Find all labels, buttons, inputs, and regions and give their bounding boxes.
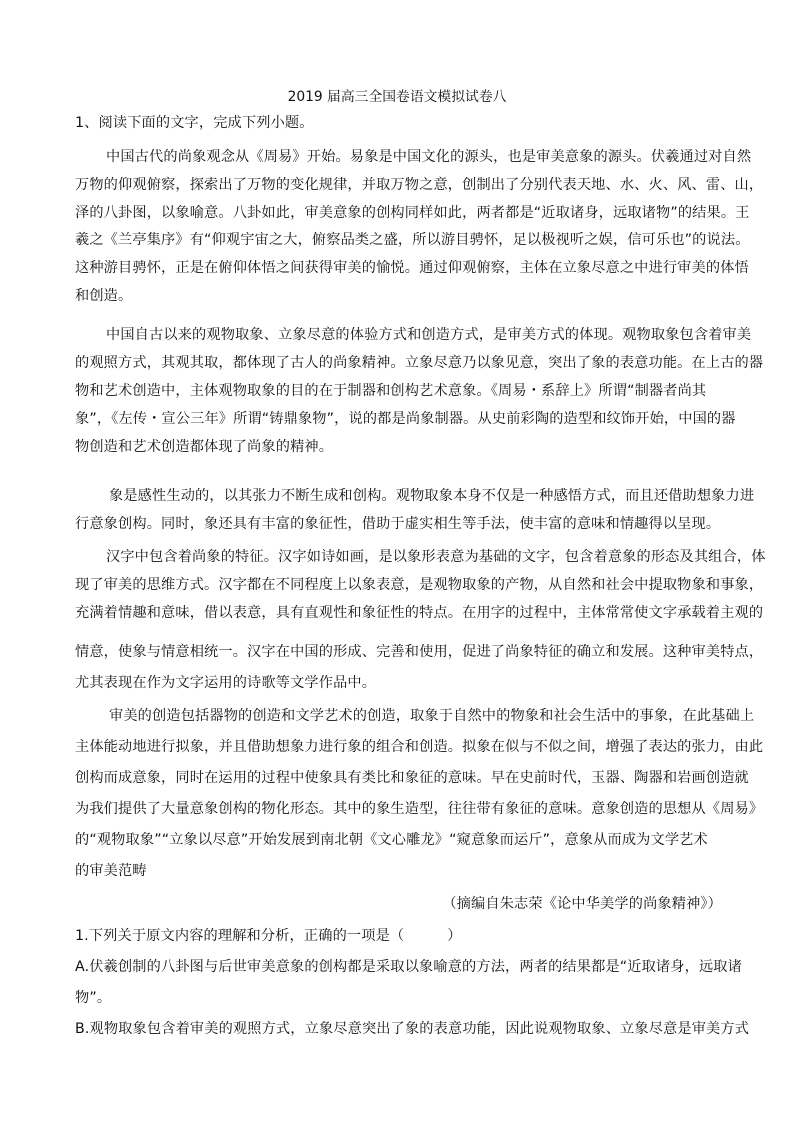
paragraph-5-line-5: 的“观物取象”“立象以尽意”开始发展到南北朝《文心雕龙》“窥意象而运斤”，意象从而成为文学艺术 [75,832,708,848]
paragraph-3-line-1: 象是感性生动的，以其张力不断生成和创构。观物取象本身不仅是一种感悟方式，而且还借助想象力进 [109,488,755,504]
option-a-line-2: 物”。 [75,990,112,1006]
instruction-line: 1、阅读下面的文字，完成下列小题。 [75,115,314,131]
paragraph-5-line-3: 创构而成意象，同时在运用的过程中使象具有类比和象征的意味。早在史前时代，玉器、陶器和岩画创造就 [75,770,749,786]
paragraph-4-line-3: 充满着情趣和意味，借以表意，具有直观性和象征性的特点。在用字的过程中，主体常常使文字承载着主观的 [75,605,764,621]
paragraph-2-line-1: 中国自古以来的观物取象、立象尽意的体验方式和创造方式，是审美方式的体现。观物取象包含着审美 [106,327,752,343]
paragraph-3-line-2: 行意象创构。同时，象还具有丰富的象征性，借助于虚实相生等手法，使丰富的意味和情趣得以呈现。 [75,516,721,532]
paragraph-2-line-4: 象”，《左传・宣公三年》所谓“铸鼎象物”，说的都是尚象制器。从史前彩陶的造型和纹饰开始，中国的器 [75,411,736,427]
source-citation: （摘编自朱志荣《论中华美学的尚象精神》） [442,896,722,912]
paragraph-5-line-1: 审美的创造包括器物的创造和文学艺术的创造，取象于自然中的物象和社会生活中的事象，在此基础上 [109,708,755,724]
paragraph-5-line-2: 主体能动地进行拟象，并且借助想象力进行象的组合和创造。拟象在似与不似之间，增强了表达的张力，由此 [75,739,764,755]
paragraph-1-line-1: 中国古代的尚象观念从《周易》开始。易象是中国文化的源头，也是审美意象的源头。伏羲通过对自然 [106,149,752,165]
option-b-line-1: B.观物取象包含着审美的观照方式，立象尽意突出了象的表意功能，因此说观物取象、立象尽意是审美方式 [75,1021,750,1037]
paragraph-1-line-5: 这种游目骋怀，正是在俯仰体悟之间获得审美的愉悦。通过仰观俯察，主体在立象尽意之中进行审美的体悟 [75,260,749,276]
option-a-line-1: A.伏羲创制的八卦图与后世审美意象的创构都是采取以象喻意的方法，两者的结果都是“近取诸身，远取诸 [75,959,742,975]
paragraph-2-line-5: 物创造和艺术创造都体现了尚象的精神。 [75,439,334,455]
question-stem: 1.下列关于原文内容的理解和分析，正确的一项是（ ） [75,928,462,944]
paragraph-1-line-4: 羲之《兰亭集序》有“仰观宇宙之大，俯察品类之盛，所以游目骋怀，足以极视听之娱，信可乐也”的说法。 [75,232,750,248]
paragraph-5-line-4: 为我们提供了大量意象创构的物化形态。其中的象生造型，往往带有象征的意味。意象创造的思想从《周易》 [75,801,764,817]
paragraph-1-line-6: 和创造。 [75,288,133,304]
paragraph-4-line-4: 情意，使象与情意相统一。汉字在中国的形成、完善和使用，促进了尚象特征的确立和发展。这种审美特点， [75,644,764,660]
paragraph-2-line-2: 的观照方式，其观其取，都体现了古人的尚象精神。立象尽意乃以象见意，突出了象的表意功能。在上古的器 [75,355,764,371]
paragraph-4-line-2: 现了审美的思维方式。汉字都在不同程度上以象表意，是观物取象的产物，从自然和社会中提取物象和事象， [75,577,764,593]
paragraph-4-line-1: 汉字中包含着尚象的特征。汉字如诗如画，是以象形表意为基础的文字，包含着意象的形态及其组合，体 [106,549,766,565]
paragraph-1-line-3: 泽的八卦图，以象喻意。八卦如此，审美意象的创构同样如此，两者都是“近取诸身，远取诸物”的结果。王 [75,205,750,221]
page-title: 2019 届高三全国卷语文模拟试卷八 [287,89,507,105]
paragraph-4-line-5: 尤其表现在作为文字运用的诗歌等文学作品中。 [75,675,377,691]
paragraph-2-line-3: 物和艺术创造中，主体观物取象的目的在于制器和创构艺术意象。《周易・系辞上》所谓“制器者尚其 [75,383,707,399]
paragraph-1-line-2: 万物的仰观俯察，探索出了万物的变化规律，并取万物之意，创制出了分别代表天地、水、火、风、雷、山， [75,177,764,193]
paragraph-5-line-6: 的审美范畴 [75,863,147,879]
